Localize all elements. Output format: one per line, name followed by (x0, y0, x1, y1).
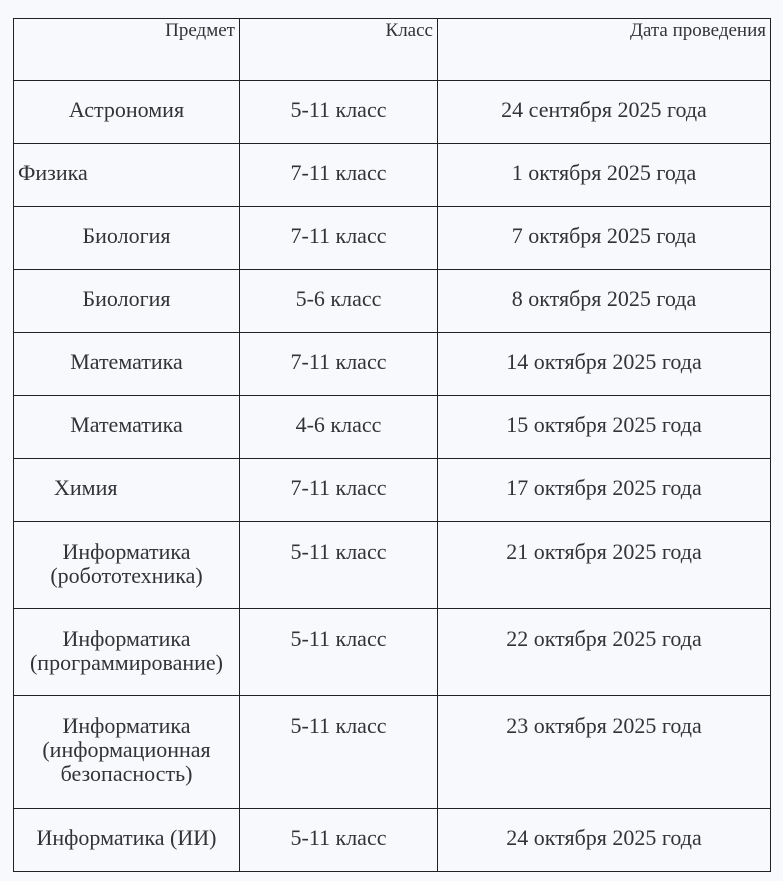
cell-class: 7-11 класс (240, 459, 438, 522)
header-row (14, 19, 771, 81)
cell-subject: Химия (14, 459, 240, 522)
cell-class: 7-11 класс (240, 333, 438, 396)
table-body (14, 81, 771, 872)
cell-subject: Математика (14, 333, 240, 396)
table-row (14, 459, 771, 522)
cell-subject: Информатика (робототехника) (14, 522, 240, 609)
header-subject: Предмет (14, 19, 240, 81)
cell-class: 7-11 класс (240, 207, 438, 270)
cell-class: 5-11 класс (240, 696, 438, 809)
table-row (14, 144, 771, 207)
header-class: Класс (240, 19, 438, 81)
cell-date: 8 октября 2025 года (438, 270, 771, 333)
cell-subject: Информатика (информационная безопасность) (14, 696, 240, 809)
cell-class: 5-11 класс (240, 809, 438, 872)
cell-subject: Физика (14, 144, 240, 207)
cell-class: 5-11 класс (240, 522, 438, 609)
cell-date: 21 октября 2025 года (438, 522, 771, 609)
table-row (14, 609, 771, 696)
cell-date: 1 октября 2025 года (438, 144, 771, 207)
table-header (14, 19, 771, 81)
cell-subject: Математика (14, 396, 240, 459)
table-row (14, 696, 771, 809)
table-row (14, 270, 771, 333)
cell-class: 5-6 класс (240, 270, 438, 333)
olympiad-schedule-table (13, 18, 771, 872)
table-row (14, 81, 771, 144)
header-date: Дата проведения (438, 19, 771, 81)
table-row (14, 809, 771, 872)
cell-date: 22 октября 2025 года (438, 609, 771, 696)
cell-date: 23 октября 2025 года (438, 696, 771, 809)
cell-date: 24 октября 2025 года (438, 809, 771, 872)
cell-subject: Информатика (программирование) (14, 609, 240, 696)
cell-class: 4-6 класс (240, 396, 438, 459)
table-row (14, 396, 771, 459)
table-row (14, 333, 771, 396)
cell-subject: Астрономия (14, 81, 240, 144)
cell-date: 14 октября 2025 года (438, 333, 771, 396)
table-row (14, 522, 771, 609)
table-row (14, 207, 771, 270)
cell-subject: Биология (14, 270, 240, 333)
cell-date: 15 октября 2025 года (438, 396, 771, 459)
cell-class: 7-11 класс (240, 144, 438, 207)
cell-subject: Информатика (ИИ) (14, 809, 240, 872)
cell-date: 7 октября 2025 года (438, 207, 771, 270)
cell-class: 5-11 класс (240, 609, 438, 696)
cell-date: 24 сентября 2025 года (438, 81, 771, 144)
cell-date: 17 октября 2025 года (438, 459, 771, 522)
cell-class: 5-11 класс (240, 81, 438, 144)
cell-subject: Биология (14, 207, 240, 270)
